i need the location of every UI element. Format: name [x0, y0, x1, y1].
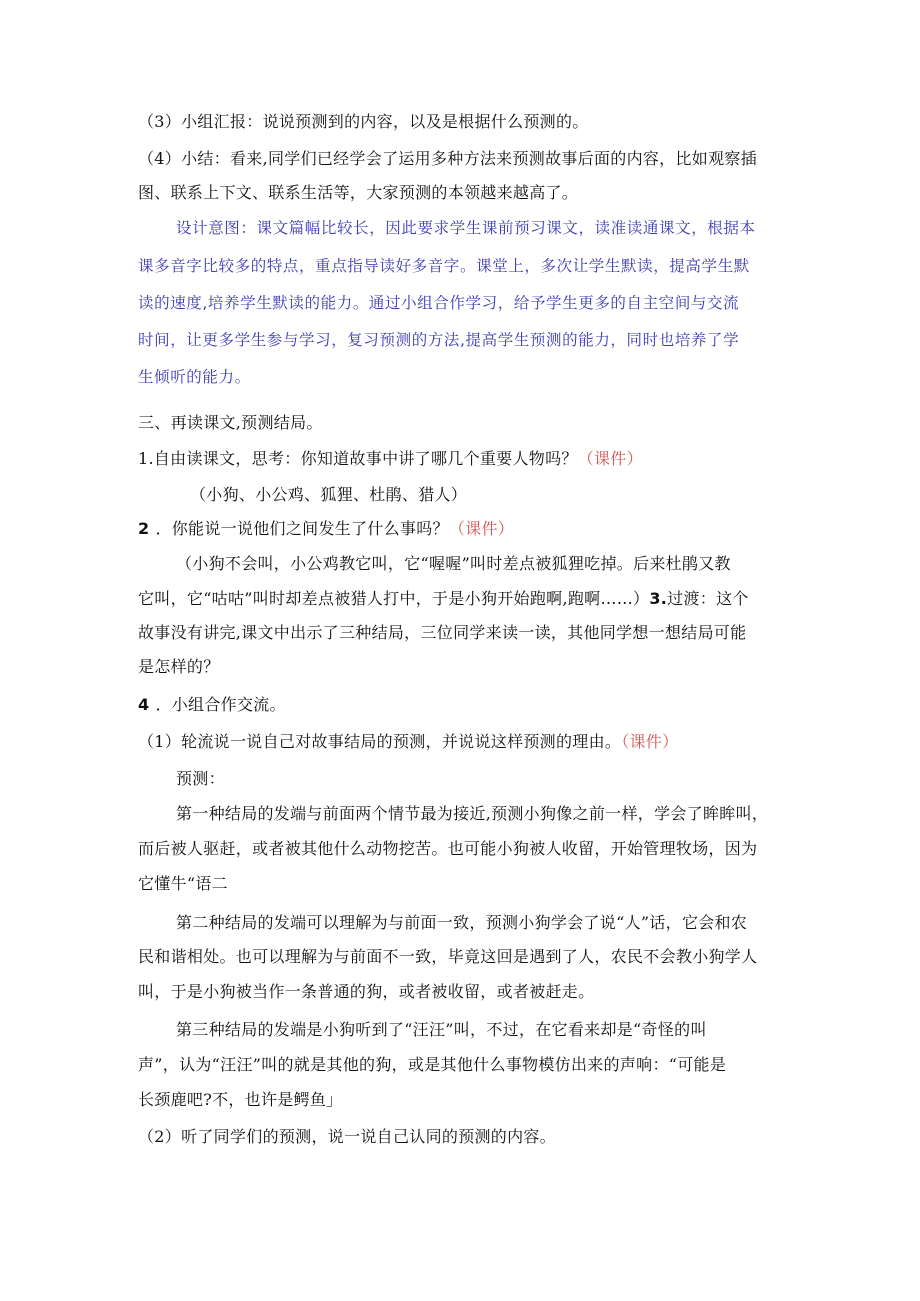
design-intent-line-1: 设计意图：课文篇幅比较长，因此要求学生课前预习课文，读准读通课文，根据本 [176, 219, 756, 237]
question-four-number: 4 [138, 695, 150, 714]
transition-line-3: 是怎样的？ [138, 657, 220, 676]
question-two-courseware-tag: （课件） [448, 519, 515, 538]
paragraph-group-report: （3）小组汇报：说说预测到的内容，以及是根据什么预测的。 [138, 112, 589, 131]
prediction-label: 预测： [176, 769, 225, 788]
question-one-courseware-tag: （课件） [577, 449, 643, 468]
sub-item-one-text: （1）轮流说一说自己对故事结局的预测，并说说这样预测的理由。 [138, 732, 622, 751]
transition-line-2: 故事没有讲完,课文中出示了三种结局，三位同学来读一读，其他同学想一想结局可能 [138, 623, 747, 642]
question-two-text: ．你能说一说他们之间发生了什么事吗？ [155, 519, 449, 538]
question-four [138, 694, 286, 716]
ending-two-line-3: 叫，于是小狗被当作一条普通的狗，或者被收留，或者被赶走。 [138, 982, 595, 1001]
question-one-answer: （小狗、小公鸡、狐狸、杜鹃、猎人） [190, 485, 468, 504]
question-one-text: 1.自由读课文，思考：你知道故事中讲了哪几个重要人物吗？ [138, 449, 578, 468]
ending-three-line-1: 第三种结局的发端是小狗听到了“汪汪”叫，不过，在它看来却是“奇怪的叫 [176, 1020, 707, 1039]
ending-one-line-2: 而后被人驱赶，或者被其他什么动物挖苦。也可能小狗被人收留，开始管理牧场，因为 [138, 839, 758, 858]
ending-one-line-3: 它懂牛“语二 [138, 874, 228, 893]
question-two-number: 2 [138, 519, 150, 538]
ending-three-line-3: 长颈鹿吧?不，也许是鳄鱼」 [138, 1090, 343, 1109]
design-intent-line-3: 读的速度,培养学生默读的能力。通过小组合作学习，给予学生更多的自主空间与交流 [138, 294, 740, 312]
sub-item-one-courseware-tag: （课件） [621, 732, 679, 751]
design-intent-line-4: 时间，让更多学生参与学习，复习预测的方法,提高学生预测的能力，同时也培养了学 [138, 331, 740, 349]
ending-two-line-1: 第二种结局的发端可以理解为与前面一致，预测小狗学会了说“人”话，它会和农 [176, 913, 748, 932]
paragraph-summary-line-2: 图、联系上下文、联系生活等，大家预测的本领越来越高了。 [138, 183, 579, 202]
sub-item-one [138, 731, 678, 753]
question-four-text: ．小组合作交流。 [155, 695, 286, 714]
ending-one-line-1: 第一种结局的发端与前面两个情节最为接近,预测小狗像之前一样，学会了眸眸叫， [176, 804, 769, 823]
transition-text: 过渡：这个 [667, 589, 749, 608]
question-two-answer-line-2 [138, 588, 749, 610]
section-three-heading: 三、再读课文,预测结局。 [138, 413, 323, 432]
question-two [138, 518, 514, 540]
sub-item-two: （2）听了同学们的预测，说一说自己认同的预测的内容。 [138, 1127, 556, 1146]
design-intent-line-5: 生倾听的能力。 [138, 368, 251, 386]
ending-two-line-2: 民和谐相处。也可以理解为与前面不一致，毕竟这回是遇到了人，农民不会教小狗学人 [138, 947, 758, 966]
question-two-answer-text: 它叫，它“咕咕”叫时却差点被猎人打中，于是小狗开始跑啊,跑啊……） [138, 589, 650, 608]
design-intent-line-2: 课多音字比较多的特点，重点指导读好多音字。课堂上，多次让学生默读，提高学生默 [138, 257, 750, 275]
paragraph-summary-line-1: （4）小结：看来,同学们已经学会了运用多种方法来预测故事后面的内容，比如观察插 [138, 149, 757, 168]
question-one [138, 448, 643, 470]
ending-three-line-2: 声”，认为“汪汪”叫的就是其他的狗，或是其他什么事物模仿出来的声响：“可能是 [138, 1055, 727, 1074]
transition-number: 3. [649, 589, 668, 608]
question-two-answer-line-1: （小狗不会叫，小公鸡教它叫，它“喔喔”叫时差点被狐狸吃掉。后来杜鹃又教 [176, 554, 731, 573]
